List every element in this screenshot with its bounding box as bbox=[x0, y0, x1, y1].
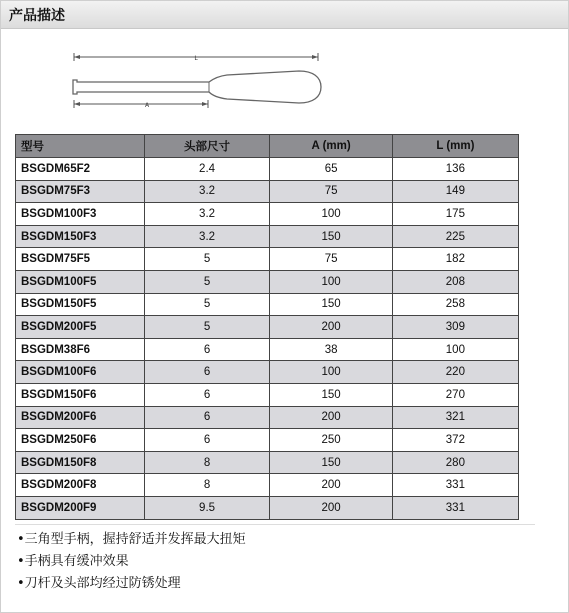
a-length-cell: 200 bbox=[270, 496, 392, 519]
model-cell: BSGDM75F3 bbox=[16, 180, 145, 203]
a-length-cell: 200 bbox=[270, 316, 392, 339]
feature-item: •刀杆及头部均经过防锈处理 bbox=[17, 576, 181, 591]
model-cell: BSGDM100F3 bbox=[16, 203, 145, 226]
table-row bbox=[16, 383, 519, 406]
head-size-cell: 5 bbox=[144, 316, 270, 339]
section-header bbox=[1, 1, 568, 29]
model-cell: BSGDM38F6 bbox=[16, 338, 145, 361]
model-cell: BSGDM200F6 bbox=[16, 406, 145, 429]
dimension-label-l: L bbox=[194, 55, 198, 62]
a-length-cell: 150 bbox=[270, 451, 392, 474]
l-length-cell: 136 bbox=[392, 158, 518, 181]
header-a: A (mm) bbox=[270, 135, 392, 158]
table-row bbox=[16, 293, 519, 316]
head-size-cell: 5 bbox=[144, 248, 270, 271]
table-row bbox=[16, 316, 519, 339]
model-cell: BSGDM75F5 bbox=[16, 248, 145, 271]
spec-table bbox=[15, 134, 519, 520]
head-size-cell: 3.2 bbox=[144, 203, 270, 226]
table-row bbox=[16, 474, 519, 497]
head-size-cell: 6 bbox=[144, 429, 270, 452]
table-row bbox=[16, 225, 519, 248]
header-head-size: 头部尺寸 bbox=[144, 135, 270, 158]
l-length-cell: 372 bbox=[392, 429, 518, 452]
table-row bbox=[16, 451, 519, 474]
model-cell: BSGDM150F3 bbox=[16, 225, 145, 248]
l-length-cell: 225 bbox=[392, 225, 518, 248]
head-size-cell: 5 bbox=[144, 270, 270, 293]
a-length-cell: 75 bbox=[270, 248, 392, 271]
l-length-cell: 331 bbox=[392, 474, 518, 497]
table-row bbox=[16, 338, 519, 361]
table-row bbox=[16, 429, 519, 452]
dimension-label-a: A bbox=[144, 102, 150, 109]
table-row bbox=[16, 203, 519, 226]
model-cell: BSGDM100F5 bbox=[16, 270, 145, 293]
head-size-cell: 6 bbox=[144, 338, 270, 361]
table-row bbox=[16, 180, 519, 203]
model-cell: BSGDM150F8 bbox=[16, 451, 145, 474]
head-size-cell: 5 bbox=[144, 293, 270, 316]
a-length-cell: 65 bbox=[270, 158, 392, 181]
head-size-cell: 8 bbox=[144, 474, 270, 497]
l-length-cell: 331 bbox=[392, 496, 518, 519]
head-size-cell: 3.2 bbox=[144, 225, 270, 248]
model-cell: BSGDM65F2 bbox=[16, 158, 145, 181]
a-length-cell: 150 bbox=[270, 225, 392, 248]
l-length-cell: 270 bbox=[392, 383, 518, 406]
l-length-cell: 100 bbox=[392, 338, 518, 361]
feature-list bbox=[17, 529, 246, 595]
l-length-cell: 182 bbox=[392, 248, 518, 271]
head-size-cell: 3.2 bbox=[144, 180, 270, 203]
a-length-cell: 100 bbox=[270, 203, 392, 226]
l-length-cell: 149 bbox=[392, 180, 518, 203]
l-length-cell: 280 bbox=[392, 451, 518, 474]
table-row bbox=[16, 361, 519, 384]
feature-item: •三角型手柄，握持舒适并发挥最大扭矩 bbox=[17, 532, 246, 547]
screwdriver-dimension-diagram bbox=[61, 41, 331, 121]
head-size-cell: 6 bbox=[144, 406, 270, 429]
head-size-cell: 6 bbox=[144, 361, 270, 384]
header-l: L (mm) bbox=[392, 135, 518, 158]
section-title: 产品描述 bbox=[9, 8, 65, 24]
head-size-cell: 2.4 bbox=[144, 158, 270, 181]
model-cell: BSGDM200F9 bbox=[16, 496, 145, 519]
l-length-cell: 309 bbox=[392, 316, 518, 339]
table-row bbox=[16, 270, 519, 293]
divider bbox=[15, 524, 535, 525]
a-length-cell: 150 bbox=[270, 293, 392, 316]
a-length-cell: 200 bbox=[270, 406, 392, 429]
table-row bbox=[16, 158, 519, 181]
a-length-cell: 250 bbox=[270, 429, 392, 452]
model-cell: BSGDM150F6 bbox=[16, 383, 145, 406]
header-model: 型号 bbox=[16, 135, 145, 158]
a-length-cell: 75 bbox=[270, 180, 392, 203]
feature-item: •手柄具有缓冲效果 bbox=[17, 554, 129, 569]
l-length-cell: 175 bbox=[392, 203, 518, 226]
model-cell: BSGDM150F5 bbox=[16, 293, 145, 316]
l-length-cell: 220 bbox=[392, 361, 518, 384]
a-length-cell: 100 bbox=[270, 270, 392, 293]
table-header-row bbox=[16, 135, 519, 158]
a-length-cell: 150 bbox=[270, 383, 392, 406]
screwdriver-outline bbox=[73, 71, 321, 103]
a-length-cell: 100 bbox=[270, 361, 392, 384]
l-length-cell: 321 bbox=[392, 406, 518, 429]
model-cell: BSGDM250F6 bbox=[16, 429, 145, 452]
l-length-cell: 208 bbox=[392, 270, 518, 293]
head-size-cell: 6 bbox=[144, 383, 270, 406]
a-length-cell: 200 bbox=[270, 474, 392, 497]
a-length-cell: 38 bbox=[270, 338, 392, 361]
model-cell: BSGDM200F8 bbox=[16, 474, 145, 497]
head-size-cell: 9.5 bbox=[144, 496, 270, 519]
head-size-cell: 8 bbox=[144, 451, 270, 474]
l-length-cell: 258 bbox=[392, 293, 518, 316]
model-cell: BSGDM200F5 bbox=[16, 316, 145, 339]
table-row bbox=[16, 248, 519, 271]
table-row bbox=[16, 406, 519, 429]
table-row bbox=[16, 496, 519, 519]
model-cell: BSGDM100F6 bbox=[16, 361, 145, 384]
